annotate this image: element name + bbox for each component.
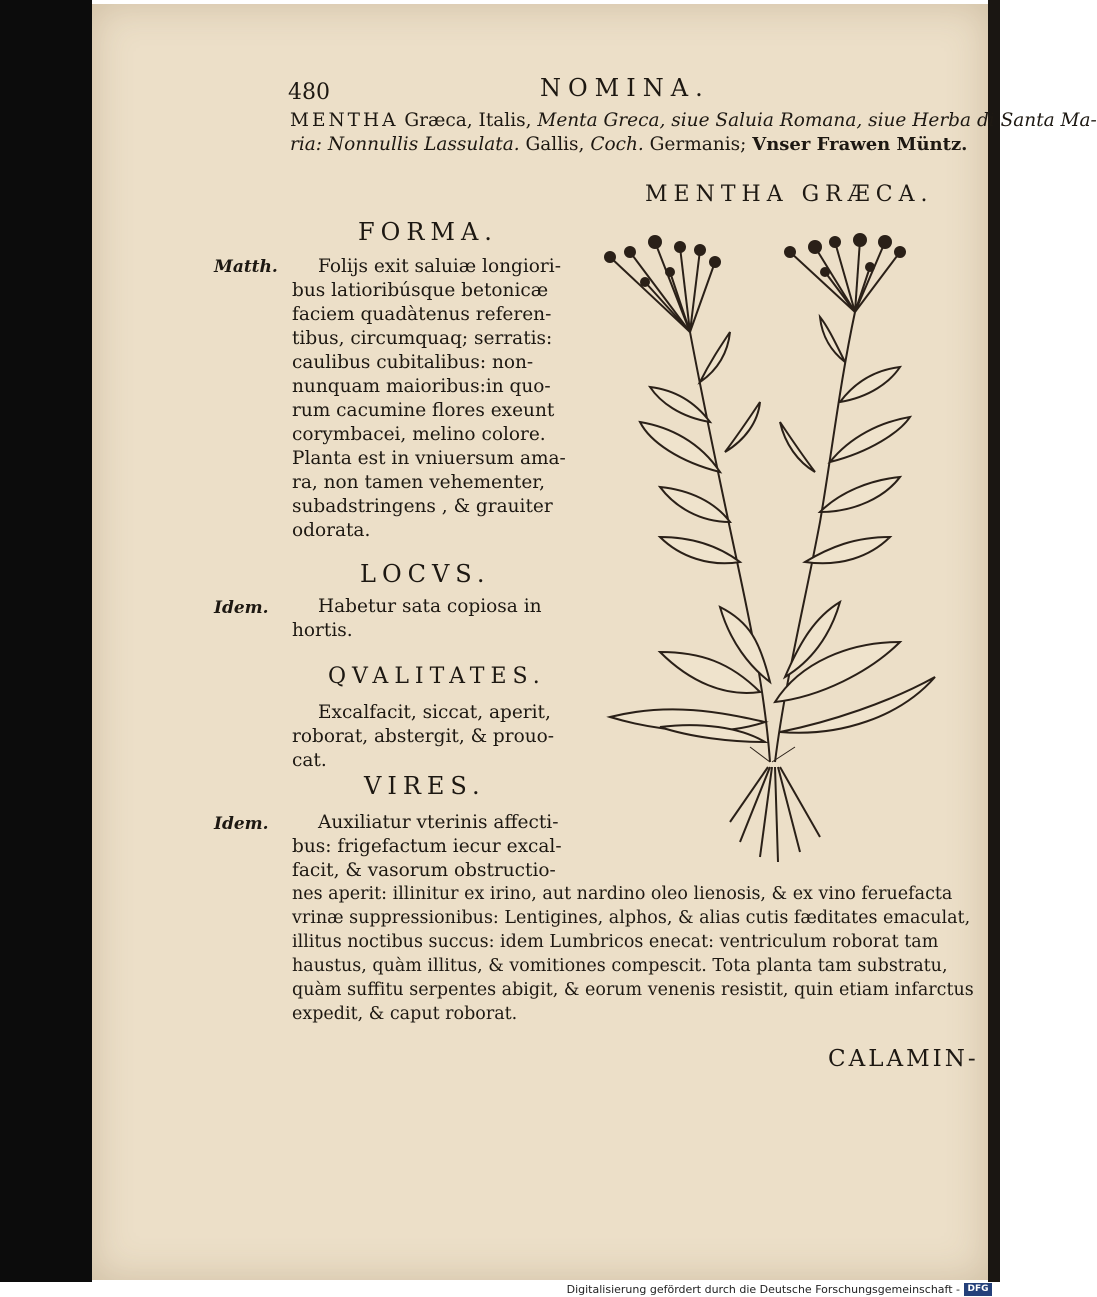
nomina-text: Gallis,: [519, 134, 591, 155]
section-heading-locus: LOCVS.: [360, 560, 491, 588]
section-heading-qualitates: QVALITATES.: [328, 664, 546, 689]
margin-note-idem: Idem.: [214, 598, 269, 618]
body-line: expedit, & caput roborat.: [292, 1004, 518, 1024]
footer-bar: [0, 1282, 1000, 1297]
scan-left-border: [0, 0, 92, 1282]
nomina-line-2: [290, 134, 967, 155]
page-title: NOMINA.: [540, 74, 710, 102]
margin-note-matth: Matth.: [214, 257, 278, 277]
nomina-italic: Menta Greca, siue Saluia Romana, siue Herba di Santa Ma-: [537, 110, 1097, 131]
body-line: Folijs exit saluiæ longiori-: [318, 256, 561, 277]
body-line: bus latioribúsque betonicæ: [292, 280, 549, 301]
body-line: caulibus cubitalibus: non-: [292, 352, 534, 373]
nomina-text: Græca, Italis,: [398, 110, 538, 131]
nomina-italic: Coch.: [590, 134, 644, 155]
body-line: roborat, abstergit, & prouo-: [292, 726, 555, 747]
body-line: Planta est in vniuersum ama-: [292, 448, 566, 469]
body-line: nunquam maioribus:in quo-: [292, 376, 551, 397]
body-line: hortis.: [292, 620, 353, 641]
plant-title: MENTHA GRÆCA.: [645, 182, 934, 207]
body-line: illitus noctibus succus: idem Lumbricos enecat: ventriculum roborat tam: [292, 932, 939, 952]
body-line: facit, & vasorum obstructio-: [292, 860, 556, 881]
body-line: cat.: [292, 750, 327, 771]
body-line: bus: frigefactum iecur excal-: [292, 836, 562, 857]
body-line: haustus, quàm illitus, & vomitiones compescit. Tota planta tam substratu,: [292, 956, 948, 976]
body-line: vrinæ suppressionibus: Lentigines, alphos, & alias cutis fæditates emaculat,: [292, 908, 971, 928]
nomina-line-1: [290, 110, 1097, 131]
body-line: ra, non tamen vehementer,: [292, 472, 545, 493]
footer-credit: Digitalisierung gefördert durch die Deutsche Forschungsgemeinschaft -: [566, 1283, 960, 1296]
body-line: Habetur sata copiosa in: [318, 596, 542, 617]
nomina-text: Germanis;: [643, 134, 753, 155]
body-line: faciem quadàtenus referen-: [292, 304, 552, 325]
body-line: odorata.: [292, 520, 371, 541]
catchword: CALAMIN-: [828, 1046, 979, 1072]
section-heading-vires: VIRES.: [364, 772, 486, 800]
body-line: corymbacei, melino colore.: [292, 424, 546, 445]
plant-woodcut-icon: [600, 222, 940, 872]
body-line: nes aperit: illinitur ex irino, aut nardino oleo lienosis, & ex vino feruefacta: [292, 884, 953, 904]
body-line: tibus, circumquaq; serratis:: [292, 328, 553, 349]
margin-note-idem: Idem.: [214, 814, 269, 834]
scan-right-border: [988, 0, 1000, 1282]
nomina-blackletter: Vnser Frawen Müntz.: [752, 134, 968, 155]
nomina-italic: ria: Nonnullis Lassulata.: [290, 134, 520, 155]
dfg-logo-icon: DFG: [964, 1283, 992, 1296]
section-heading-forma: FORMA.: [358, 218, 498, 246]
nomina-term: MENTHA: [290, 110, 399, 131]
body-line: subadstringens , & grauiter: [292, 496, 553, 517]
page-number: 480: [288, 80, 330, 105]
body-line: Auxiliatur vterinis affecti-: [318, 812, 559, 833]
body-line: Excalfacit, siccat, aperit,: [318, 702, 551, 723]
body-line: quàm suffitu serpentes abigit, & eorum venenis resistit, quin etiam infarctus: [292, 980, 974, 1000]
body-line: rum cacumine flores exeunt: [292, 400, 555, 421]
